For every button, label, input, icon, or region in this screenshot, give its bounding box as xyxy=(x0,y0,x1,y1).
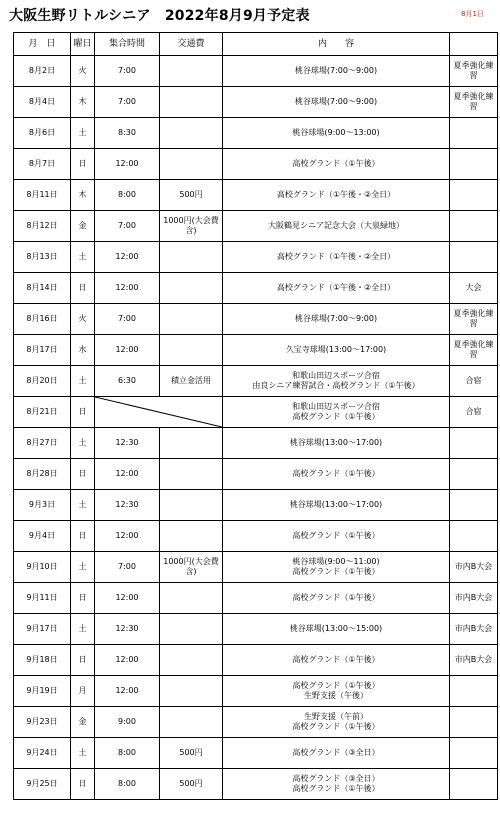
cell-note: 合宿 xyxy=(450,366,498,397)
table-row xyxy=(14,118,498,149)
content-line: 高校グランド（①午後・②全日） xyxy=(276,190,396,199)
cell-content xyxy=(223,459,450,490)
page-title: 大阪生野リトルシニア 2022年8月9月予定表 xyxy=(9,8,310,24)
table-row xyxy=(14,335,498,366)
cell-time: 6:30 xyxy=(95,366,160,397)
table-row xyxy=(14,738,498,769)
cell-date: 9月11日 xyxy=(14,583,71,614)
cell-content xyxy=(223,87,450,118)
cell-content xyxy=(223,366,450,397)
cell-time: 9:00 xyxy=(95,707,160,738)
cell-note: 夏季強化練習 xyxy=(450,335,498,366)
cell-content xyxy=(223,707,450,738)
cell-dow: 土 xyxy=(71,118,95,149)
cell-note xyxy=(450,769,498,800)
cell-fare xyxy=(160,273,223,304)
cell-note: 大会 xyxy=(450,273,498,304)
cell-note: 夏季強化練習 xyxy=(450,304,498,335)
header-fare: 交通費 xyxy=(160,33,223,56)
cell-time: 12:30 xyxy=(95,614,160,645)
table-row xyxy=(14,521,498,552)
content-line: 高校グランド（①午後） xyxy=(292,567,380,576)
table-row xyxy=(14,552,498,583)
header-note xyxy=(450,33,498,56)
cell-fare xyxy=(160,614,223,645)
cell-content xyxy=(223,490,450,521)
cell-note: 市内B大会 xyxy=(450,552,498,583)
cell-date: 8月4日 xyxy=(14,87,71,118)
cell-date: 9月18日 xyxy=(14,645,71,676)
cell-fare xyxy=(160,149,223,180)
cell-dow: 日 xyxy=(71,459,95,490)
cell-fare xyxy=(160,335,223,366)
content-line: 桃谷球場(7:00～9:00) xyxy=(294,66,378,75)
cell-dow: 日 xyxy=(71,769,95,800)
cell-note: 夏季強化練習 xyxy=(450,87,498,118)
cell-content xyxy=(223,397,450,428)
cell-note xyxy=(450,428,498,459)
cell-date: 8月20日 xyxy=(14,366,71,397)
table-row xyxy=(14,87,498,118)
table-row xyxy=(14,149,498,180)
cell-dow: 金 xyxy=(71,707,95,738)
cell-fare xyxy=(160,707,223,738)
cell-time: 7:00 xyxy=(95,211,160,242)
content-line: 桃谷球場(13:00～17:00) xyxy=(289,500,383,509)
content-line: 高校グランド（③全日） xyxy=(292,748,380,757)
cell-fare xyxy=(160,118,223,149)
cell-time: 12:00 xyxy=(95,149,160,180)
cell-time: 7:00 xyxy=(95,87,160,118)
table-row xyxy=(14,614,498,645)
cell-fare xyxy=(160,490,223,521)
content-line: 高校グランド（①午後） xyxy=(292,681,380,690)
cell-dow: 土 xyxy=(71,242,95,273)
cell-fare xyxy=(160,428,223,459)
cell-time: 8:30 xyxy=(95,118,160,149)
cell-fare: 1000円(大会費含) xyxy=(160,552,223,583)
cell-content xyxy=(223,676,450,707)
cell-content xyxy=(223,273,450,304)
cell-time: 12:30 xyxy=(95,490,160,521)
content-line: 桃谷球場(13:00～17:00) xyxy=(289,438,383,447)
header-time: 集合時間 xyxy=(95,33,160,56)
table-row xyxy=(14,211,498,242)
content-line: 由良シニア練習試合・高校グランド（①午後） xyxy=(252,381,420,390)
cell-dow: 月 xyxy=(71,676,95,707)
table-row xyxy=(14,304,498,335)
content-line: 高校グランド（①午後） xyxy=(292,159,380,168)
content-line: 高校グランド（①午後） xyxy=(292,531,380,540)
table-row xyxy=(14,242,498,273)
cell-fare xyxy=(160,56,223,87)
header-dow: 曜日 xyxy=(71,33,95,56)
cell-dow: 火 xyxy=(71,56,95,87)
cell-date: 9月23日 xyxy=(14,707,71,738)
cell-content xyxy=(223,56,450,87)
cell-content xyxy=(223,614,450,645)
cell-content xyxy=(223,521,450,552)
cell-date: 8月16日 xyxy=(14,304,71,335)
cell-content xyxy=(223,211,450,242)
cell-dow: 木 xyxy=(71,180,95,211)
cell-note: 市内B大会 xyxy=(450,614,498,645)
cell-note: 市内B大会 xyxy=(450,583,498,614)
cell-content xyxy=(223,118,450,149)
content-line: 桃谷球場(7:00～9:00) xyxy=(294,314,378,323)
content-line: 桃谷球場(9:00～11:00) xyxy=(292,557,380,566)
cell-dow: 金 xyxy=(71,211,95,242)
cell-date: 8月27日 xyxy=(14,428,71,459)
cell-dow: 火 xyxy=(71,304,95,335)
content-line: 和歌山田辺スポーツ合宿 xyxy=(292,402,380,411)
table-row xyxy=(14,707,498,738)
header-row xyxy=(14,33,498,56)
cell-content xyxy=(223,738,450,769)
content-line: 高校グランド（①午後） xyxy=(292,593,380,602)
cell-fare xyxy=(160,242,223,273)
cell-dow: 日 xyxy=(71,645,95,676)
cell-note xyxy=(450,738,498,769)
table-row xyxy=(14,366,498,397)
content-line: 久宝寺球場(13:00～17:00) xyxy=(285,345,387,354)
cell-time: 7:00 xyxy=(95,552,160,583)
cell-note: 合宿 xyxy=(450,397,498,428)
cell-date: 9月19日 xyxy=(14,676,71,707)
cell-time: 12:00 xyxy=(95,273,160,304)
cell-time: 7:00 xyxy=(95,56,160,87)
content-line: 高校グランド（①午後） xyxy=(292,412,380,421)
cell-note xyxy=(450,118,498,149)
table-row xyxy=(14,645,498,676)
diagonal-line xyxy=(95,397,222,427)
cell-content xyxy=(223,645,450,676)
cell-fare xyxy=(160,87,223,118)
cell-date: 9月24日 xyxy=(14,738,71,769)
cell-date: 8月12日 xyxy=(14,211,71,242)
cell-content xyxy=(223,552,450,583)
cell-dow: 水 xyxy=(71,335,95,366)
cell-date: 8月13日 xyxy=(14,242,71,273)
table-row xyxy=(14,273,498,304)
content-line: 高校グランド（①午後・②全日） xyxy=(276,252,396,261)
cell-date: 8月2日 xyxy=(14,56,71,87)
table-row xyxy=(14,397,498,428)
cell-date: 9月25日 xyxy=(14,769,71,800)
cell-dow: 日 xyxy=(71,583,95,614)
cell-note xyxy=(450,490,498,521)
cell-note xyxy=(450,459,498,490)
content-line: 生野支援（午前） xyxy=(304,712,368,721)
table-row xyxy=(14,180,498,211)
cell-time: 12:00 xyxy=(95,676,160,707)
cell-fare xyxy=(160,521,223,552)
cell-fare xyxy=(160,645,223,676)
cell-note xyxy=(450,149,498,180)
cell-content xyxy=(223,428,450,459)
content-line: 高校グランド（①午後） xyxy=(292,469,380,478)
cell-fare: 1000円(大会費含) xyxy=(160,211,223,242)
content-line: 高校グランド（①午後） xyxy=(292,722,380,731)
cell-time: 12:00 xyxy=(95,459,160,490)
cell-blank-diagonal xyxy=(95,397,223,428)
cell-date: 8月28日 xyxy=(14,459,71,490)
cell-date: 8月6日 xyxy=(14,118,71,149)
cell-fare: 500円 xyxy=(160,180,223,211)
content-line: 高校グランド（①午後） xyxy=(292,655,380,664)
content-line: 和歌山田辺スポーツ合宿 xyxy=(292,371,380,380)
content-line: 桃谷球場(13:00～15:00) xyxy=(289,624,383,633)
cell-content xyxy=(223,583,450,614)
cell-dow: 土 xyxy=(71,614,95,645)
cell-fare: 積立金活用 xyxy=(160,366,223,397)
cell-fare: 500円 xyxy=(160,769,223,800)
content-line: 高校グランド（①午後） xyxy=(292,784,380,793)
cell-content xyxy=(223,769,450,800)
cell-time: 7:00 xyxy=(95,304,160,335)
content-line: 高校グランド（①午後・②全日） xyxy=(276,283,396,292)
cell-date: 8月7日 xyxy=(14,149,71,180)
cell-dow: 木 xyxy=(71,87,95,118)
content-line: 生野支援（午後） xyxy=(304,691,368,700)
table-row xyxy=(14,676,498,707)
content-line: 大阪鶴見シニア記念大会（大泉緑地） xyxy=(268,221,404,230)
cell-dow: 日 xyxy=(71,397,95,428)
cell-date: 8月11日 xyxy=(14,180,71,211)
cell-note xyxy=(450,211,498,242)
header-content: 内 容 xyxy=(223,33,450,56)
cell-fare: 500円 xyxy=(160,738,223,769)
content-line: 高校グランド（③全日） xyxy=(292,774,380,783)
issue-date: 8月1日 xyxy=(461,10,484,18)
cell-note xyxy=(450,521,498,552)
cell-date: 8月21日 xyxy=(14,397,71,428)
cell-date: 8月14日 xyxy=(14,273,71,304)
cell-time: 12:00 xyxy=(95,645,160,676)
cell-note xyxy=(450,180,498,211)
cell-dow: 土 xyxy=(71,490,95,521)
cell-dow: 土 xyxy=(71,428,95,459)
table-row xyxy=(14,490,498,521)
cell-date: 9月10日 xyxy=(14,552,71,583)
cell-time: 12:00 xyxy=(95,521,160,552)
cell-note xyxy=(450,676,498,707)
cell-content xyxy=(223,149,450,180)
cell-time: 8:00 xyxy=(95,769,160,800)
cell-content xyxy=(223,335,450,366)
cell-dow: 日 xyxy=(71,149,95,180)
table-row xyxy=(14,459,498,490)
cell-content xyxy=(223,242,450,273)
table-row xyxy=(14,428,498,459)
cell-dow: 土 xyxy=(71,366,95,397)
cell-content xyxy=(223,180,450,211)
cell-dow: 土 xyxy=(71,738,95,769)
cell-fare xyxy=(160,459,223,490)
table-row xyxy=(14,769,498,800)
cell-dow: 日 xyxy=(71,273,95,304)
content-line: 桃谷球場(9:00～13:00) xyxy=(292,128,380,137)
cell-time: 8:00 xyxy=(95,738,160,769)
schedule-table xyxy=(13,32,498,800)
cell-date: 9月4日 xyxy=(14,521,71,552)
header-date: 月 日 xyxy=(14,33,71,56)
table-row xyxy=(14,583,498,614)
cell-time: 12:00 xyxy=(95,242,160,273)
cell-date: 9月17日 xyxy=(14,614,71,645)
cell-date: 8月17日 xyxy=(14,335,71,366)
cell-note: 市内B大会 xyxy=(450,645,498,676)
cell-time: 12:30 xyxy=(95,428,160,459)
cell-dow: 日 xyxy=(71,521,95,552)
cell-fare xyxy=(160,583,223,614)
cell-time: 12:00 xyxy=(95,335,160,366)
cell-note xyxy=(450,707,498,738)
cell-time: 8:00 xyxy=(95,180,160,211)
cell-time: 12:00 xyxy=(95,583,160,614)
cell-fare xyxy=(160,676,223,707)
content-line: 桃谷球場(7:00～9:00) xyxy=(294,97,378,106)
cell-note xyxy=(450,242,498,273)
cell-dow: 土 xyxy=(71,552,95,583)
cell-date: 9月3日 xyxy=(14,490,71,521)
cell-content xyxy=(223,304,450,335)
table-row xyxy=(14,56,498,87)
cell-note: 夏季強化練習 xyxy=(450,56,498,87)
cell-fare xyxy=(160,304,223,335)
